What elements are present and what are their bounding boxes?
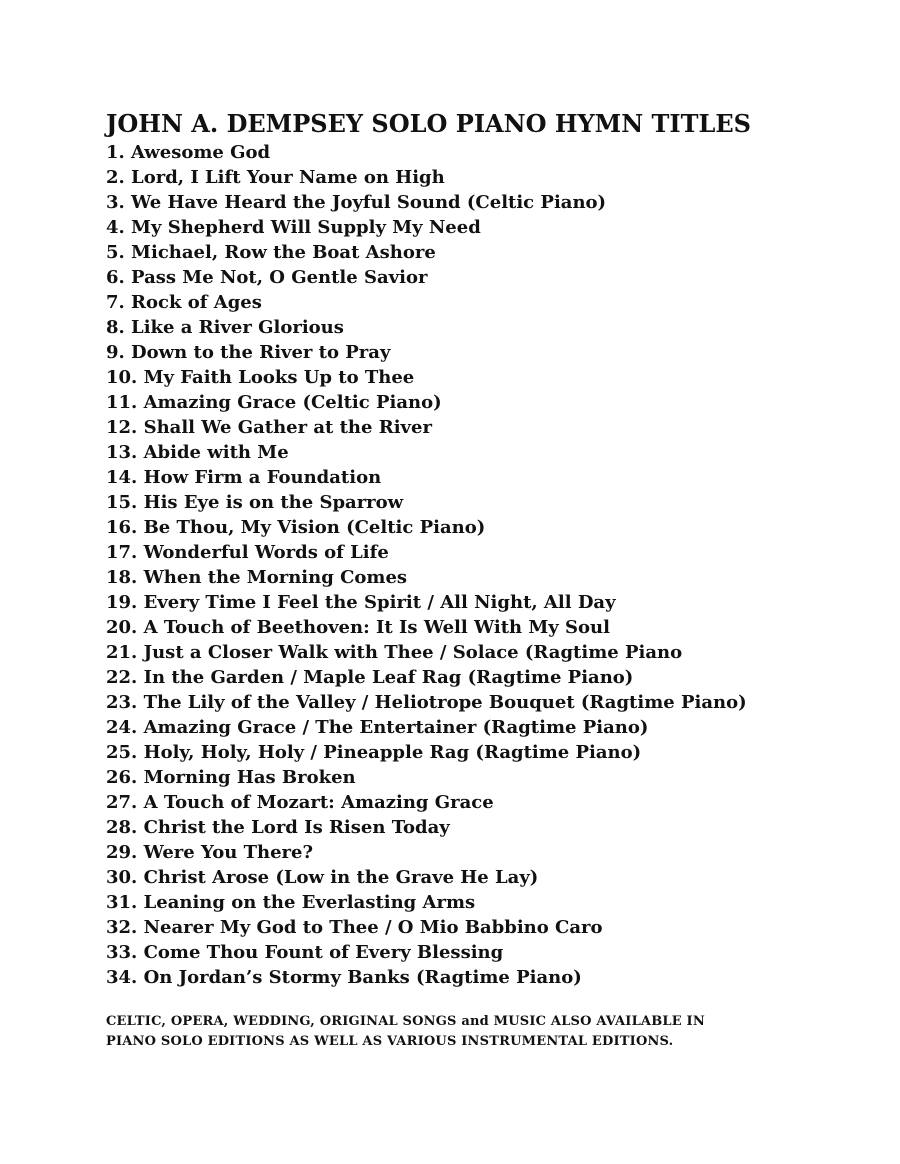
page-title: JOHN A. DEMPSEY SOLO PIANO HYMN TITLES (106, 109, 751, 138)
hymn-list-item: 22. In the Garden / Maple Leaf Rag (Ragtime Piano) (106, 667, 634, 688)
hymn-list-item: 17. Wonderful Words of Life (106, 542, 389, 563)
hymn-list-item: 30. Christ Arose (Low in the Grave He Lay) (106, 867, 539, 888)
hymn-list-item: 20. A Touch of Beethoven: It Is Well With My Soul (106, 617, 610, 638)
hymn-list-item: 8. Like a River Glorious (106, 317, 344, 338)
hymn-list-item: 31. Leaning on the Everlasting Arms (106, 892, 476, 913)
hymn-list-item: 5. Michael, Row the Boat Ashore (106, 242, 436, 263)
hymn-list-item: 4. My Shepherd Will Supply My Need (106, 217, 481, 238)
document-page (106, 108, 806, 1052)
hymn-list-item: 24. Amazing Grace / The Entertainer (Ragtime Piano) (106, 717, 649, 738)
hymn-list-item: 32. Nearer My God to Thee / O Mio Babbino Caro (106, 917, 603, 938)
hymn-list-item: 27. A Touch of Mozart: Amazing Grace (106, 792, 494, 813)
hymn-list-item: 9. Down to the River to Pray (106, 342, 391, 363)
availability-note (106, 1012, 806, 1052)
hymn-list-item: 33. Come Thou Fount of Every Blessing (106, 942, 504, 963)
hymn-list-item: 29. Were You There? (106, 842, 314, 863)
hymn-list-item: 6. Pass Me Not, O Gentle Savior (106, 267, 428, 288)
hymn-list-item: 19. Every Time I Feel the Spirit / All Night, All Day (106, 592, 616, 613)
hymn-list-item: 2. Lord, I Lift Your Name on High (106, 167, 445, 188)
hymn-list-item: 1. Awesome God (106, 142, 271, 163)
hymn-list-item: 34. On Jordan’s Stormy Banks (Ragtime Piano) (106, 967, 582, 988)
hymn-list-item: 11. Amazing Grace (Celtic Piano) (106, 392, 442, 413)
availability-note-line-1: CELTIC, OPERA, WEDDING, ORIGINAL SONGS and MUSIC ALSO AVAILABLE IN (106, 1014, 705, 1029)
availability-note-line-2: PIANO SOLO EDITIONS AS WELL AS VARIOUS INSTRUMENTAL EDITIONS. (106, 1034, 674, 1049)
hymn-list-item: 18. When the Morning Comes (106, 567, 408, 588)
hymn-list-item: 28. Christ the Lord Is Risen Today (106, 817, 450, 838)
hymn-list-item: 26. Morning Has Broken (106, 767, 356, 788)
hymn-list-item: 23. The Lily of the Valley / Heliotrope Bouquet (Ragtime Piano) (106, 692, 747, 713)
hymn-list-item: 3. We Have Heard the Joyful Sound (Celtic Piano) (106, 192, 607, 213)
hymn-list-item: 15. His Eye is on the Sparrow (106, 492, 404, 513)
hymn-list-item: 14. How Firm a Foundation (106, 467, 382, 488)
hymn-list-item: 7. Rock of Ages (106, 292, 262, 313)
hymn-list-item: 16. Be Thou, My Vision (Celtic Piano) (106, 517, 486, 538)
hymn-list-item: 10. My Faith Looks Up to Thee (106, 367, 415, 388)
hymn-list-item: 13. Abide with Me (106, 442, 289, 463)
hymn-list (106, 140, 806, 990)
hymn-list-item: 21. Just a Closer Walk with Thee / Solace (Ragtime Piano (106, 642, 683, 663)
hymn-list-item: 25. Holy, Holy, Holy / Pineapple Rag (Ragtime Piano) (106, 742, 642, 763)
hymn-list-item: 12. Shall We Gather at the River (106, 417, 432, 438)
